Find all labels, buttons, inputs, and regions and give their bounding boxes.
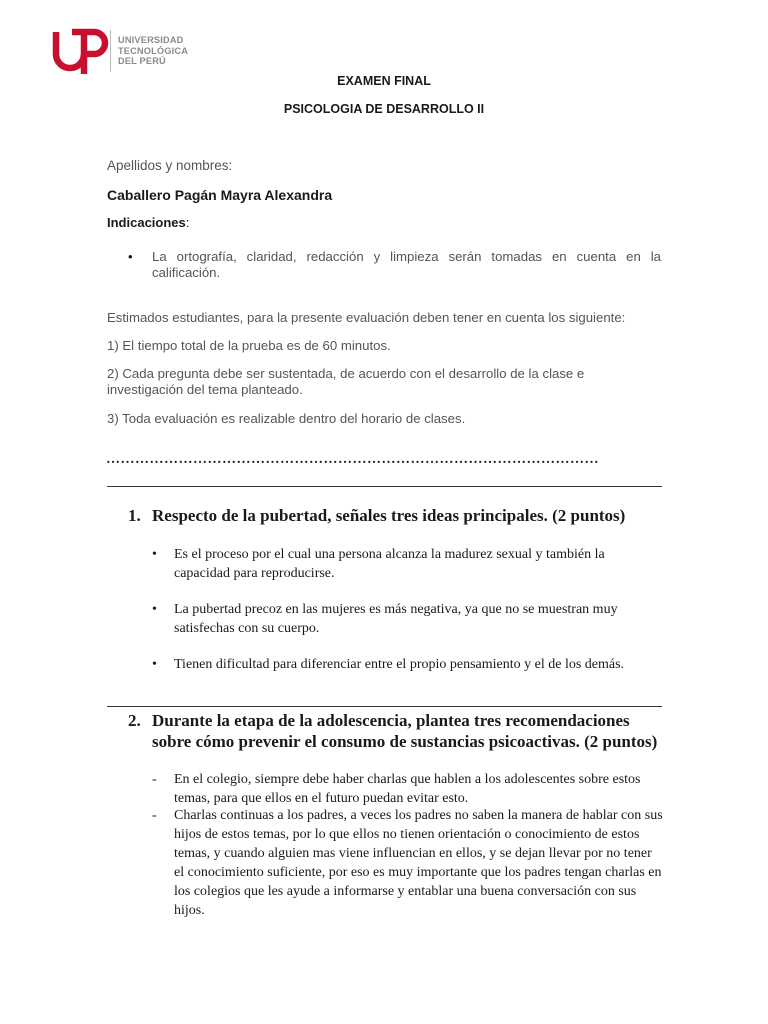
dash-marker: - — [152, 808, 157, 823]
instructions-intro: Estimados estudiantes, para la presente evaluación deben tener en cuenta los siguiente: — [107, 310, 626, 325]
horizontal-rule — [107, 486, 662, 487]
answer-item — [152, 600, 664, 638]
rule-item: 3) Toda evaluación es realizable dentro del horario de clases. — [107, 411, 466, 426]
bullet-marker: • — [152, 547, 157, 562]
answer-text: Charlas continuas a los padres, a veces los padres no saben la manera de hablar con sus hijos de estos temas, por lo que ellos no tienen orientación o conocimiento de estos temas, y cuando alguien mas viene influencian en ellos, y se dejan llevar por no tener el conocimiento suficiente, por eso es muy importante que los padres tengan charlas en los colegios que les ayude a informarse y entablar una buena conversación con sus hijos. — [174, 808, 663, 918]
logo-line: UNIVERSIDAD — [118, 35, 184, 45]
answer-text: En el colegio, siempre debe haber charlas que hablen a los adolescentes sobre estos temas, para que ellos en el futuro puedan evitar esto. — [174, 772, 641, 806]
answer-item — [152, 806, 664, 920]
logo-divider — [110, 30, 111, 72]
answer-text: La pubertad precoz en las mujeres es más negativa, ya que no se muestran muy satisfechas con su cuerpo. — [174, 602, 618, 636]
question-1 — [128, 505, 668, 526]
course-title: PSICOLOGIA DE DESARROLLO II — [283, 102, 485, 116]
student-name: Caballero Pagán Mayra Alexandra — [107, 187, 333, 203]
rule-item: 1) El tiempo total de la prueba es de 60 minutos. — [107, 338, 391, 353]
question-number: 2. — [128, 711, 141, 730]
answer-item — [152, 655, 664, 674]
logo-line: TECNOLÓGICA — [118, 45, 189, 56]
question-text: Durante la etapa de la adolescencia, plantea tres recomendaciones sobre cómo prevenir el consumo de sustancias psicoactivas. (2 puntos) — [152, 711, 658, 751]
indications-colon: : — [185, 215, 190, 230]
answer-text: Es el proceso por el cual una persona alcanza la madurez sexual y también la capacidad para reproducirse. — [174, 547, 605, 581]
bullet-marker: • — [152, 657, 157, 672]
rule-item: 2) Cada pregunta debe ser sustentada, de acuerdo con el desarrollo de la clase e investigación del tema planteado. — [107, 366, 585, 397]
question-number: 1. — [128, 506, 141, 525]
dotted-separator: ………………………………………………………………………………………… — [106, 452, 599, 467]
exam-title: EXAMEN FINAL — [337, 74, 431, 88]
indication-text: La ortografía, claridad, redacción y limpieza serán tomadas en cuenta en la calificación. — [152, 249, 661, 280]
dash-marker: - — [152, 772, 157, 787]
answer-item — [152, 770, 664, 808]
answer-text: Tienen dificultad para diferenciar entre el propio pensamiento y el de los demás. — [174, 657, 625, 672]
horizontal-rule — [107, 706, 662, 707]
logo-line: DEL PERÚ — [118, 56, 166, 66]
indications-label: Indicaciones — [107, 215, 186, 230]
question-text: Respecto de la pubertad, señales tres ideas principales. (2 puntos) — [152, 506, 626, 525]
university-name — [118, 35, 188, 67]
indication-item — [128, 249, 661, 281]
names-label: Apellidos y nombres: — [107, 158, 233, 173]
indications-heading — [107, 215, 189, 230]
answer-item — [152, 545, 664, 583]
bullet-marker: • — [128, 249, 133, 264]
question-2 — [128, 710, 668, 752]
bullet-marker: • — [152, 602, 157, 617]
